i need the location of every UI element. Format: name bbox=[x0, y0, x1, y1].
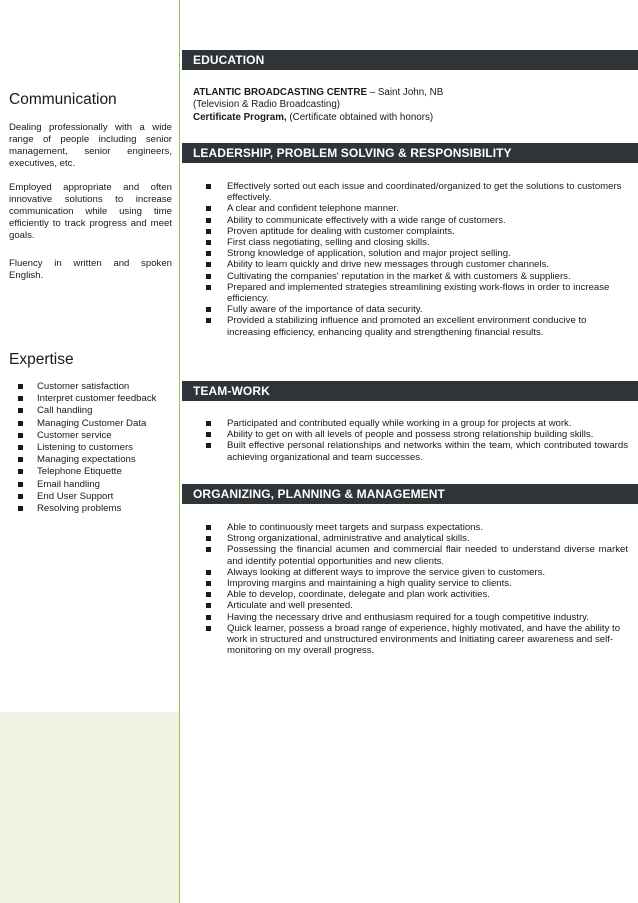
bullet-icon bbox=[18, 433, 23, 438]
bullet-icon bbox=[206, 581, 211, 586]
teamwork-section-header: TEAM-WORK bbox=[182, 381, 638, 401]
list-item: Cultivating the companies' reputation in the market & with customers & suppliers. bbox=[192, 271, 628, 282]
teamwork-list bbox=[192, 418, 628, 463]
list-item: Customer satisfaction bbox=[9, 381, 156, 393]
bullet-icon bbox=[18, 494, 23, 499]
bullet-icon bbox=[206, 443, 211, 448]
list-item: Telephone Etiquette bbox=[9, 466, 156, 478]
list-item: End User Support bbox=[9, 491, 156, 503]
bullet-icon bbox=[18, 396, 23, 401]
bullet-icon bbox=[206, 307, 211, 312]
bullet-icon bbox=[206, 262, 211, 267]
list-item: Able to develop, coordinate, delegate and plan work activities. bbox=[192, 589, 628, 600]
list-item: Interpret customer feedback bbox=[9, 393, 156, 405]
communication-paragraph: Employed appropriate and often innovative solutions to increase communication while using time efficiently to track progress and meet goals. bbox=[9, 182, 172, 241]
expertise-list bbox=[9, 381, 156, 515]
list-item: Built effective personal relationships and networks within the team, which contributed towards achieving organizational and team successes. bbox=[192, 440, 628, 462]
communication-paragraph: Dealing professionally with a wide range of people including senior management, senior engineers, executives, etc. bbox=[9, 122, 172, 169]
education-line-1 bbox=[193, 87, 443, 99]
education-field: (Television & Radio Broadcasting) bbox=[193, 99, 341, 111]
bullet-icon bbox=[206, 615, 211, 620]
list-item: Email handling bbox=[9, 479, 156, 491]
communication-paragraph: Fluency in written and spoken English. bbox=[9, 258, 172, 281]
list-item: Call handling bbox=[9, 405, 156, 417]
list-item: Proven aptitude for dealing with customer complaints. bbox=[192, 226, 628, 237]
bullet-icon bbox=[206, 421, 211, 426]
list-item: Fully aware of the importance of data security. bbox=[192, 304, 628, 315]
list-item: Having the necessary drive and enthusiasm required for a tough competitive industry. bbox=[192, 612, 628, 623]
communication-heading: Communication bbox=[9, 91, 117, 108]
sidebar-footer-panel bbox=[0, 712, 180, 903]
list-item: Resolving problems bbox=[9, 503, 156, 515]
list-item: Managing expectations bbox=[9, 454, 156, 466]
list-item: Always looking at different ways to improve the service given to customers. bbox=[192, 567, 628, 578]
list-item: First class negotiating, selling and closing skills. bbox=[192, 237, 628, 248]
list-item: Effectively sorted out each issue and coordinated/organized to get the solutions to customers effectively. bbox=[192, 181, 628, 203]
list-item: Possessing the financial acumen and commercial flair needed to understand diverse market and identify potential opportunities and new clients. bbox=[192, 544, 628, 566]
institution-location: – Saint John, NB bbox=[366, 87, 444, 98]
expertise-heading: Expertise bbox=[9, 351, 74, 368]
organizing-section-header: ORGANIZING, PLANNING & MANAGEMENT bbox=[182, 484, 638, 504]
bullet-icon bbox=[18, 469, 23, 474]
list-item: Customer service bbox=[9, 430, 156, 442]
education-section-header: EDUCATION bbox=[182, 50, 638, 70]
list-item: Listening to customers bbox=[9, 442, 156, 454]
list-item: Improving margins and maintaining a high quality service to clients. bbox=[192, 578, 628, 589]
bullet-icon bbox=[206, 184, 211, 189]
bullet-icon bbox=[206, 570, 211, 575]
bullet-icon bbox=[206, 229, 211, 234]
institution-name: ATLANTIC BROADCASTING CENTRE bbox=[193, 87, 367, 98]
bullet-icon bbox=[18, 482, 23, 487]
list-item: Prepared and implemented strategies streamlining existing work-flows in order to increase efficiency. bbox=[192, 282, 628, 304]
bullet-icon bbox=[206, 274, 211, 279]
bullet-icon bbox=[206, 251, 211, 256]
bullet-icon bbox=[18, 506, 23, 511]
bullet-icon bbox=[206, 525, 211, 530]
list-item: Ability to get on with all levels of people and possess strong relationship building skills. bbox=[192, 429, 628, 440]
bullet-icon bbox=[18, 408, 23, 413]
bullet-icon bbox=[18, 421, 23, 426]
bullet-icon bbox=[206, 592, 211, 597]
bullet-icon bbox=[206, 432, 211, 437]
education-line-3 bbox=[193, 112, 443, 124]
bullet-icon bbox=[206, 318, 211, 323]
bullet-icon bbox=[206, 206, 211, 211]
bullet-icon bbox=[206, 536, 211, 541]
program-name: Certificate Program, bbox=[193, 111, 287, 123]
list-item: Participated and contributed equally while working in a group for projects at work. bbox=[192, 418, 628, 429]
bullet-icon bbox=[206, 603, 211, 608]
list-item: Strong organizational, administrative and analytical skills. bbox=[192, 533, 628, 544]
leadership-section-header: LEADERSHIP, PROBLEM SOLVING & RESPONSIBILITY bbox=[182, 143, 638, 163]
list-item: Ability to communicate effectively with a wide range of customers. bbox=[192, 215, 628, 226]
bullet-icon bbox=[206, 547, 211, 552]
list-item: Quick learner, possess a broad range of experience, highly motivated, and have the ability to work in structured and unstructured environments and Initiating career awareness and self-monitoring on my overall progress. bbox=[192, 623, 628, 657]
bullet-icon bbox=[206, 626, 211, 631]
bullet-icon bbox=[206, 285, 211, 290]
bullet-icon bbox=[18, 457, 23, 462]
list-item: Able to continuously meet targets and surpass expectations. bbox=[192, 522, 628, 533]
leadership-list bbox=[192, 181, 628, 338]
program-note: (Certificate obtained with honors) bbox=[286, 111, 434, 123]
bullet-icon bbox=[18, 384, 23, 389]
bullet-icon bbox=[206, 218, 211, 223]
list-item: Articulate and well presented. bbox=[192, 600, 628, 611]
bullet-icon bbox=[206, 240, 211, 245]
list-item: A clear and confident telephone manner. bbox=[192, 203, 628, 214]
bullet-icon bbox=[18, 445, 23, 450]
education-entry bbox=[193, 87, 443, 124]
list-item: Provided a stabilizing influence and promoted an excellent environment conducive to increasing efficiency, enhancing quality and strengthening financial results. bbox=[192, 315, 628, 337]
list-item: Managing Customer Data bbox=[9, 418, 156, 430]
organizing-list bbox=[192, 522, 628, 656]
list-item: Ability to learn quickly and drive new messages through customer channels. bbox=[192, 259, 628, 270]
list-item: Strong knowledge of application, solution and major project selling. bbox=[192, 248, 628, 259]
